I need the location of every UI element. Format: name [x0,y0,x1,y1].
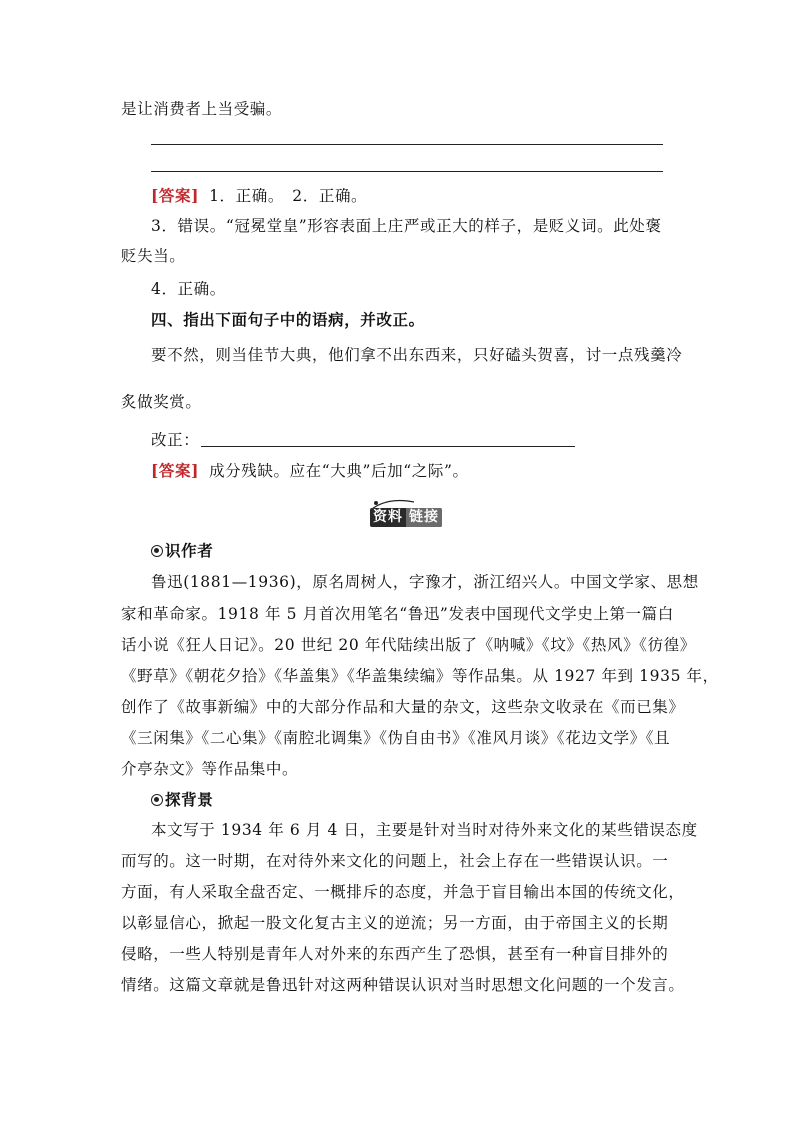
author-line: 《三闲集》《二心集》《南腔北调集》《伪自由书》《准风月谈》《花边文学》《且 [121,729,671,747]
text-line: 是让消费者上当受骗。 [121,100,283,118]
background-line: 情绪。这篇文章就是鲁迅针对这两种错误认识对当时思想文化问题的一个发言。 [121,976,685,994]
author-line: 家和革命家。1918 年 5 月首次用笔名“鲁迅”发表中国现代文学史上第一篇白 [121,605,674,623]
answer-text: 成分残缺。应在“大典”后加“之际”。 [209,462,469,480]
answer-line [151,461,676,481]
question-heading: 四、指出下面句子中的语病，并改正。 [151,310,425,329]
correction-blank-line [201,446,575,447]
author-line: 介亭杂文》等作品集中。 [121,760,299,778]
answer-text: 1．正确。 2．正确。 [209,187,368,205]
author-line: 《野草》《朝花夕拾》《华盖集》《华盖集续编》等作品集。从 1927 年到 1935 年， [121,667,719,685]
author-line: 创作了《故事新编》中的大部分作品和大量的杂文，这些杂文收录在《而已集》 [121,698,685,716]
background-line: 而写的。这一时期，在对待外来文化的问题上，社会上存在一些错误认识。一 [121,852,669,870]
correction-label: 改正： [151,431,200,449]
author-line: 话小说《狂人日记》。20 世纪 20 年代陆续出版了《呐喊》《坟》《热风》《彷徨》 [121,636,696,654]
section-heading-author [151,541,676,562]
background-line: 侵略，一些人特别是青年人对外来的东西产生了恐惧，甚至有一种盲目排外的 [121,945,669,963]
background-line: 以彰显信心，掀起一股文化复古主义的逆流；另一方面，由于帝国主义的长期 [121,914,669,932]
section-heading-background [151,790,676,811]
badge-text-1: 资料 [373,509,403,525]
text-line: 炙做奖赏。 [121,393,202,411]
text-line: 贬失当。 [121,247,186,265]
section-heading-text: 探背景 [165,790,214,809]
target-icon [151,545,163,557]
badge-text-2: 链接 [406,508,442,527]
section-heading-text: 识作者 [165,541,214,560]
author-line: 鲁迅(1881—1936)，原名周树人，字豫才，浙江绍兴人。中国文学家、思想 [151,573,699,591]
answer-blank-line [151,171,663,172]
resource-link-badge [368,497,462,529]
target-icon [151,794,163,806]
background-line: 本文写于 1934 年 6 月 4 日，主要是针对当时对待外来文化的某些错误态度 [151,821,698,839]
text-line: 3．错误。“冠冕堂皇”形容表面上庄严或正大的样子，是贬义词。此处褒 [151,217,662,235]
answer-label: [答案] [151,186,200,205]
text-line: 要不然，则当佳节大典，他们拿不出东西来，只好磕头贺喜，讨一点残羹冷 [151,346,683,364]
answer-line [151,186,676,206]
background-line: 方面，有人采取全盘否定、一概排斥的态度，并急于盲目输出本国的传统文化， [121,883,685,901]
text-line: 4．正确。 [151,280,226,298]
answer-label: [答案] [151,461,200,480]
answer-blank-line [151,144,663,145]
badge-box [370,508,442,527]
